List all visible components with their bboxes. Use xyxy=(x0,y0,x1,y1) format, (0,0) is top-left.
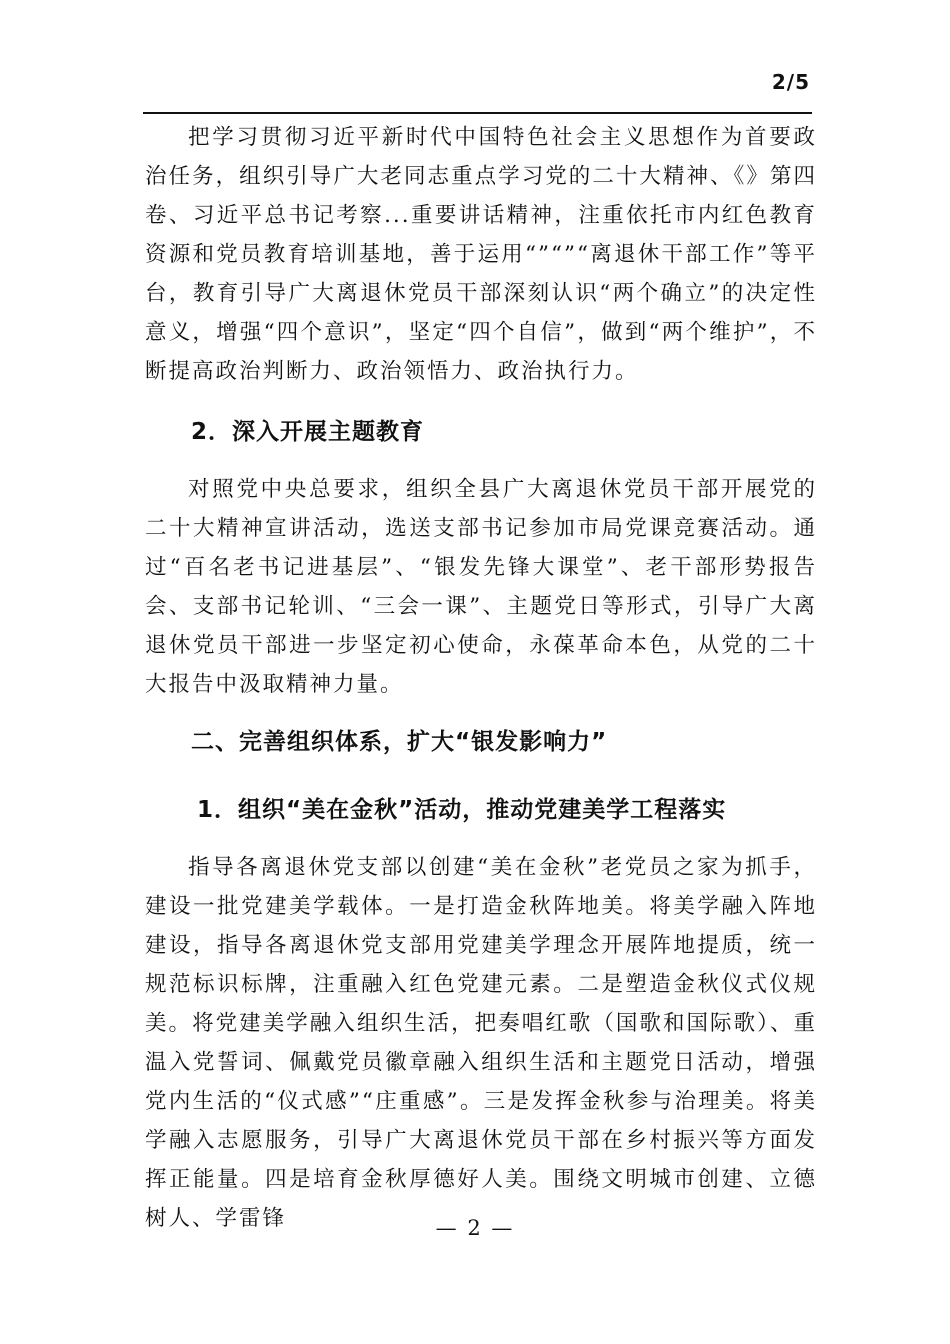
body-paragraph-theme-education: 对照党中央总要求，组织全县广大离退休党员干部开展党的二十大精神宣讲活动，选送支部书记参加市局党课竞赛活动。通过“百名老书记进基层”、“银发先锋大课堂”、老干部形势报告会、支部书记轮训、“三会一课”、主题党日等形式，引导广大离退休党员干部进一步坚定初心使命，永葆革命本色，从党的二十大报告中汲取精神力量。 xyxy=(145,477,817,697)
page-indicator: 2/5 xyxy=(771,70,810,94)
body-paragraph-golden-autumn: 指导各离退休党支部以创建“美在金秋”老党员之家为抓手，建设一批党建美学载体。一是打造金秋阵地美。将美学融入阵地建设，指导各离退休党支部用党建美学理念开展阵地提质，统一规范标识标牌，注重融入红色党建元素。二是塑造金秋仪式仪规美。将党建美学融入组织生活，把奏唱红歌（国歌和国际歌）、重温入党誓词、佩戴党员徽章融入组织生活和主题党日活动，增强党内生活的“仪式感”“庄重感”。三是发挥金秋参与治理美。将美学融入志愿服务，引导广大离退休党员干部在乡村振兴等方面发挥正能量。四是培育金秋厚德好人美。围绕文明城市创建、立德树人、学雷锋 xyxy=(145,855,817,1231)
subheading-golden-autumn-activity: 1．组织“美在金秋”活动，推动党建美学工程落实 xyxy=(197,797,727,823)
subheading-theme-education: 2．深入开展主题教育 xyxy=(191,419,425,445)
header-divider xyxy=(143,112,812,114)
footer-page-number: — 2 — xyxy=(435,1216,515,1240)
section-heading-organization-system: 二、完善组织体系，扩大“银发影响力” xyxy=(191,729,608,755)
body-paragraph-study: 把学习贯彻习近平新时代中国特色社会主义思想作为首要政治任务，组织引导广大老同志重点学习党的二十大精神、《》第四卷、习近平总书记考察...重要讲话精神，注重依托市内红色教育资源和党员教育培训基地，善于运用“”“”“离退休干部工作”等平台，教育引导广大离退休党员干部深刻认识“两个确立”的决定性意义，增强“四个意识”，坚定“四个自信”，做到“两个维护”，不断提高政治判断力、政治领悟力、政治执行力。 xyxy=(145,125,817,384)
